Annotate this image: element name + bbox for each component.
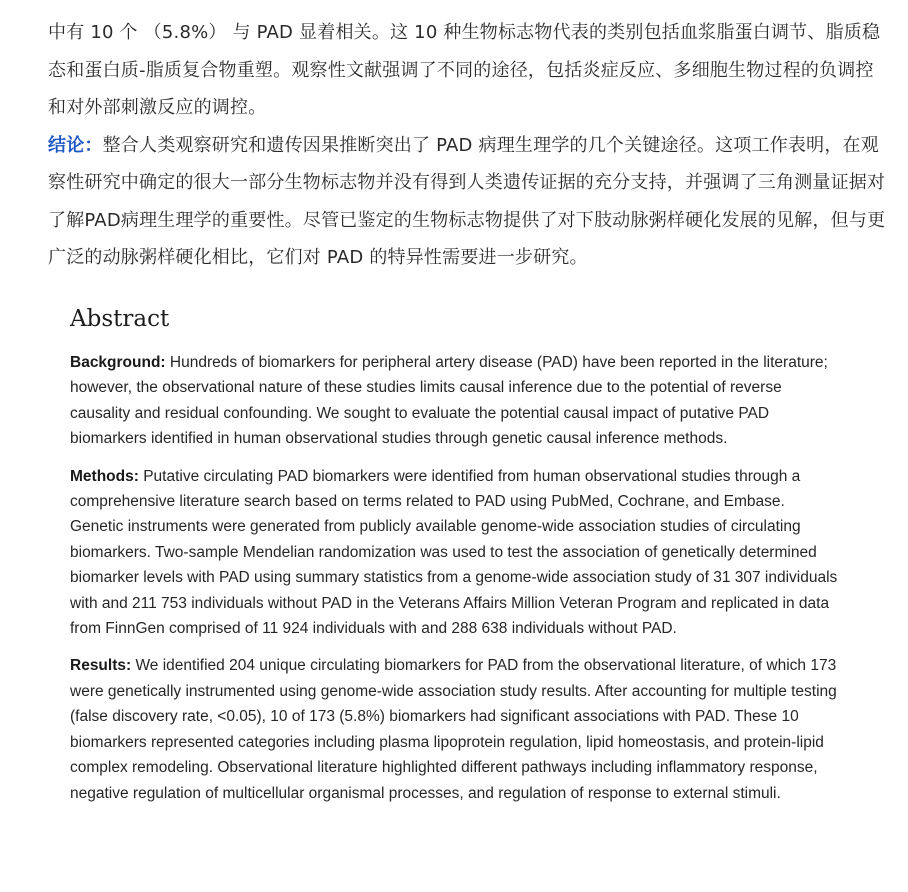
results-label: Results:	[70, 657, 132, 675]
abstract-title: Abstract	[70, 306, 170, 332]
methods-label: Methods:	[70, 467, 139, 485]
abstract-background	[70, 350, 840, 452]
chinese-results-paragraph: 中有 10 个 （5.8%） 与 PAD 显着相关。这 10 种生物标志物代表的类别包括血浆脂蛋白调节、脂质稳态和蛋白质-脂质复合物重塑。观察性文献强调了不同的途径，包括炎症反应、多细胞生物过程的负调控和对外部刺激反应的调控。	[48, 22, 881, 118]
chinese-conclusion-paragraph	[48, 127, 888, 277]
abstract-image	[70, 300, 840, 818]
results-text: We identified 204 unique circulating biomarkers for PAD from the observational literature, of which 173 were genetically instrumented using genome-wide association study results. After accounting for multiple testing (false discovery rate, <0.05), 10 of 173 (5.8%) biomarkers had significant associations with PAD. These 10 biomarkers represented categories including plasma lipoprotein regulation, lipid homeostasis, and protein-lipid complex remodeling. Observational literature highlighted different pathways including inflammatory response, negative regulation of multicellular organismal processes, and regulation of response to external stimuli.	[70, 657, 837, 802]
methods-text: Putative circulating PAD biomarkers were identified from human observational studies through a comprehensive literature search based on terms related to PAD using PubMed, Cochrane, and Embase. Genetic instruments were generated from publicly available genome-wide association studies of circulating biomarkers. Two-sample Mendelian randomization was used to test the association of genetically determined biomarker levels with PAD using summary statistics from a genome-wide association study of 31 307 individuals with and 211 753 individuals without PAD in the Veterans Affairs Million Veteran Program and replicated in data from FinnGen comprised of 11 924 individuals with and 288 638 individuals without PAD.	[70, 467, 838, 638]
abstract-results	[70, 653, 840, 805]
conclusion-label: 结论：	[48, 134, 103, 156]
background-text: Hundreds of biomarkers for peripheral artery disease (PAD) have been reported in the literature; however, the observational nature of these studies limits causal inference due to the potential of reverse causality and residual confounding. We sought to evaluate the potential causal impact of putative PAD biomarkers identified in human observational studies through genetic causal inference methods.	[70, 354, 828, 448]
background-label: Background:	[70, 354, 166, 371]
chinese-translation	[48, 14, 888, 277]
abstract-methods	[70, 464, 840, 642]
conclusion-text: 整合人类观察研究和遗传因果推断突出了 PAD 病理生理学的几个关键途径。这项工作表明，在观察性研究中确定的很大一部分生物标志物并没有得到人类遗传证据的充分支持，并强调了三角测量证据对了解PAD病理生理学的重要性。尽管已鉴定的生物标志物提供了对下肢动脉粥样硬化发展的见解，但与更广泛的动脉粥样硬化相比，它们对 PAD 的特异性需要进一步研究。	[48, 134, 886, 268]
